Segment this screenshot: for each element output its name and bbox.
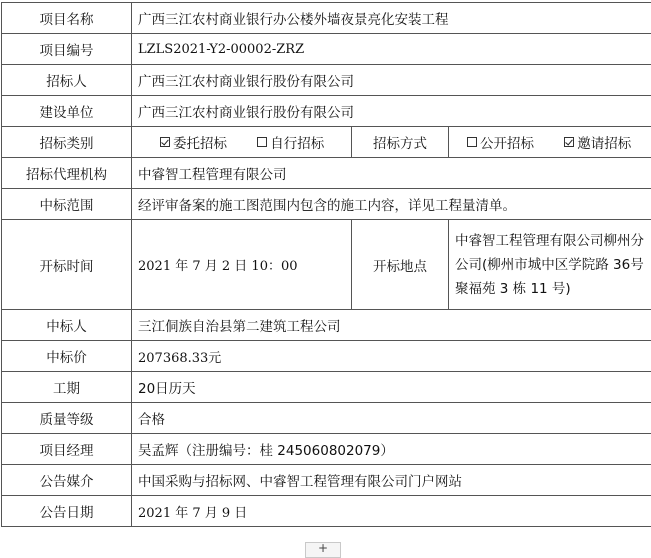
- price-value: 207368.33元: [132, 341, 651, 372]
- self-bid-label: 自行招标: [270, 132, 324, 152]
- date-value: 2021 年 7 月 9 日: [132, 496, 651, 527]
- row-price: [2, 341, 651, 372]
- row-duration: [2, 372, 651, 403]
- self-bid-checkbox[interactable]: [257, 132, 324, 152]
- row-manager: [2, 434, 651, 465]
- open-bid-checkbox[interactable]: [467, 132, 534, 152]
- scope-label: 中标范围: [2, 189, 132, 220]
- invited-bid-label: 邀请招标: [577, 132, 631, 152]
- quality-value: 合格: [132, 403, 651, 434]
- manager-label: 项目经理: [2, 434, 132, 465]
- project-no-label: 项目编号: [2, 34, 132, 65]
- row-date: [2, 496, 651, 527]
- opening-time-value: 2021 年 7 月 2 日 10：00: [132, 220, 352, 310]
- winner-label: 中标人: [2, 310, 132, 341]
- media-label: 公告媒介: [2, 465, 132, 496]
- checked-box-icon: [564, 137, 574, 147]
- manager-value: 吴孟辉（注册编号：桂 245060802079）: [132, 434, 651, 465]
- builder-value: 广西三江农村商业银行股份有限公司: [132, 96, 651, 127]
- date-label: 公告日期: [2, 496, 132, 527]
- row-project-name: [2, 3, 651, 34]
- quality-label: 质量等级: [2, 403, 132, 434]
- row-opening: [2, 220, 651, 310]
- row-winner: [2, 310, 651, 341]
- opening-time-label: 开标时间: [2, 220, 132, 310]
- project-no-value: LZLS2021-Y2-00002-ZRZ: [132, 34, 651, 65]
- bid-type-options: [132, 127, 352, 158]
- row-quality: [2, 403, 651, 434]
- project-name-label: 项目名称: [2, 3, 132, 34]
- row-project-no: [2, 34, 651, 65]
- bid-result-table: [1, 2, 651, 527]
- duration-value: 20日历天: [132, 372, 651, 403]
- agency-label: 招标代理机构: [2, 158, 132, 189]
- bid-type-label: 招标类别: [2, 127, 132, 158]
- row-tenderer: [2, 65, 651, 96]
- scope-value: 经评审备案的施工图范围内包含的施工内容，详见工程量清单。: [132, 189, 651, 220]
- price-label: 中标价: [2, 341, 132, 372]
- project-name-value: 广西三江农村商业银行办公楼外墙夜景亮化安装工程: [132, 3, 651, 34]
- bid-method-options: [449, 127, 651, 158]
- row-media: [2, 465, 651, 496]
- bid-method-label: 招标方式: [352, 127, 449, 158]
- opening-place-value: 中睿智工程管理有限公司柳州分公司(柳州市城中区学院路 36号聚福苑 3 栋 11 号): [449, 220, 651, 310]
- builder-label: 建设单位: [2, 96, 132, 127]
- unchecked-box-icon: [257, 137, 267, 147]
- duration-label: 工期: [2, 372, 132, 403]
- entrusted-bid-label: 委托招标: [173, 132, 227, 152]
- row-agency: [2, 158, 651, 189]
- invited-bid-checkbox[interactable]: [564, 132, 631, 152]
- opening-place-label: 开标地点: [352, 220, 449, 310]
- agency-value: 中睿智工程管理有限公司: [132, 158, 651, 189]
- winner-value: 三江侗族自治县第二建筑工程公司: [132, 310, 651, 341]
- entrusted-bid-checkbox[interactable]: [160, 132, 227, 152]
- unchecked-box-icon: [467, 137, 477, 147]
- row-scope: [2, 189, 651, 220]
- checked-box-icon: [160, 137, 170, 147]
- row-bid-type: [2, 127, 651, 158]
- open-bid-label: 公开招标: [480, 132, 534, 152]
- add-row-button[interactable]: +: [305, 542, 341, 558]
- media-value: 中国采购与招标网、中睿智工程管理有限公司门户网站: [132, 465, 651, 496]
- tenderer-label: 招标人: [2, 65, 132, 96]
- tenderer-value: 广西三江农村商业银行股份有限公司: [132, 65, 651, 96]
- row-builder: [2, 96, 651, 127]
